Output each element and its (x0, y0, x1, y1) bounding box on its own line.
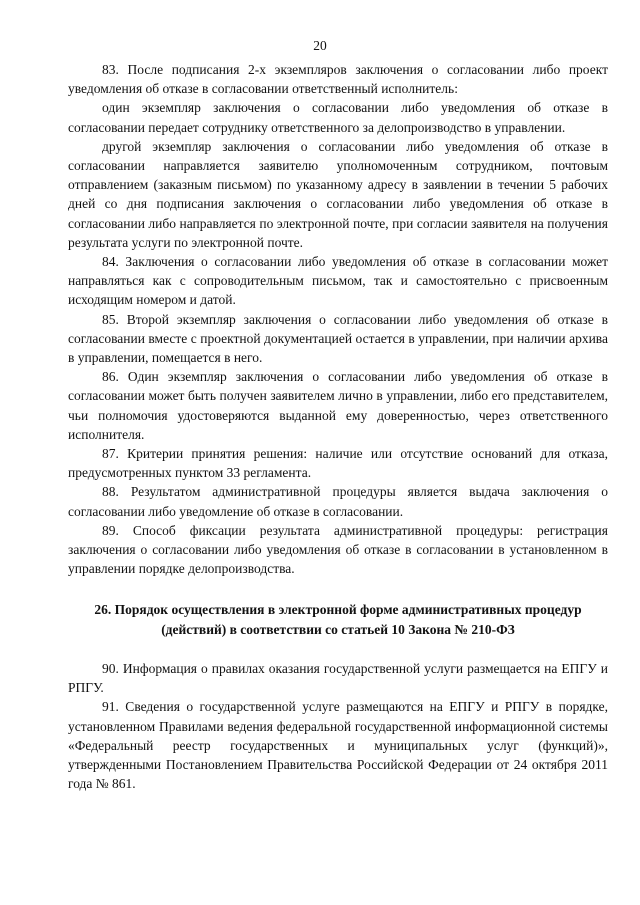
document-body (68, 60, 608, 793)
paragraph-89: 89. Способ фиксации результата административной процедуры: регистрация заключения о согласовании либо уведомления об отказе в согласовании в установленном в управлении порядке делопроизводства. (68, 522, 608, 577)
paragraph-83-item-2: другой экземпляр заключения о согласовании либо уведомления об отказе в согласовании направляется заявителю уполномоченным сотрудником, почтовым отправлением (заказным письмом) по указанному адресу в заявлении в течении 5 рабочих дней со дня подписания заключения о согласовании либо уведомления об отказе в согласовании либо направляется по электронной почте, при согласии заявителя на получения результата услуги по электронной почте. (68, 138, 608, 250)
paragraph-90: 90. Информация о правилах оказания государственной услуги размещается на ЕПГУ и РПГУ. (68, 660, 608, 696)
paragraph-91: 91. Сведения о государственной услуге размещаются на ЕПГУ и РПГУ в порядке, установленном Правилами ведения федеральной государственной информационной системы «Федеральный реестр государственных и муниципальных услуг (функций)», утвержденными Постановлением Правительства Российской Федерации от 24 октября 2011 года № 861. (68, 699, 608, 792)
section-heading: 26. Порядок осуществления в электронной форме административных процедур (действий) в соответствии со статьей 10 Закона № 210-ФЗ (94, 602, 582, 637)
page-number: 20 (313, 38, 327, 53)
paragraph-87: 87. Критерии принятия решения: наличие или отсутствие оснований для отказа, предусмотренных пунктом 33 регламента. (68, 446, 608, 481)
paragraph-83: 83. После подписания 2-х экземпляров заключения о согласовании либо проект уведомления об отказе в согласовании ответственный исполнитель: (68, 62, 608, 97)
paragraph-88: 88. Результатом административной процедуры является выдача заключения о согласовании либо уведомление об отказе в согласовании. (68, 484, 608, 519)
paragraph-84: 84. Заключения о согласовании либо уведомления об отказе в согласовании может направляться как с сопроводительным письмом, так и самостоятельно с присвоенным исходящим номером и датой. (68, 254, 608, 308)
paragraph-85: 85. Второй экземпляр заключения о согласовании либо уведомления об отказе в согласовании вместе с проектной документацией остается в управлении, при наличии архива в управлении, помещается в него. (68, 311, 608, 366)
paragraph-83-item-1: один экземпляр заключения о согласовании либо уведомления об отказе в согласовании передает сотруднику ответственного за делопроизводство в управлении. (68, 100, 608, 135)
paragraph-86: 86. Один экземпляр заключения о согласовании либо уведомления об отказе в согласовании может быть получен заявителем лично в управлении, либо его представителем, чьи полномочия удостоверяются выданной ему доверенностью, через ответственного исполнителя. (68, 369, 608, 442)
